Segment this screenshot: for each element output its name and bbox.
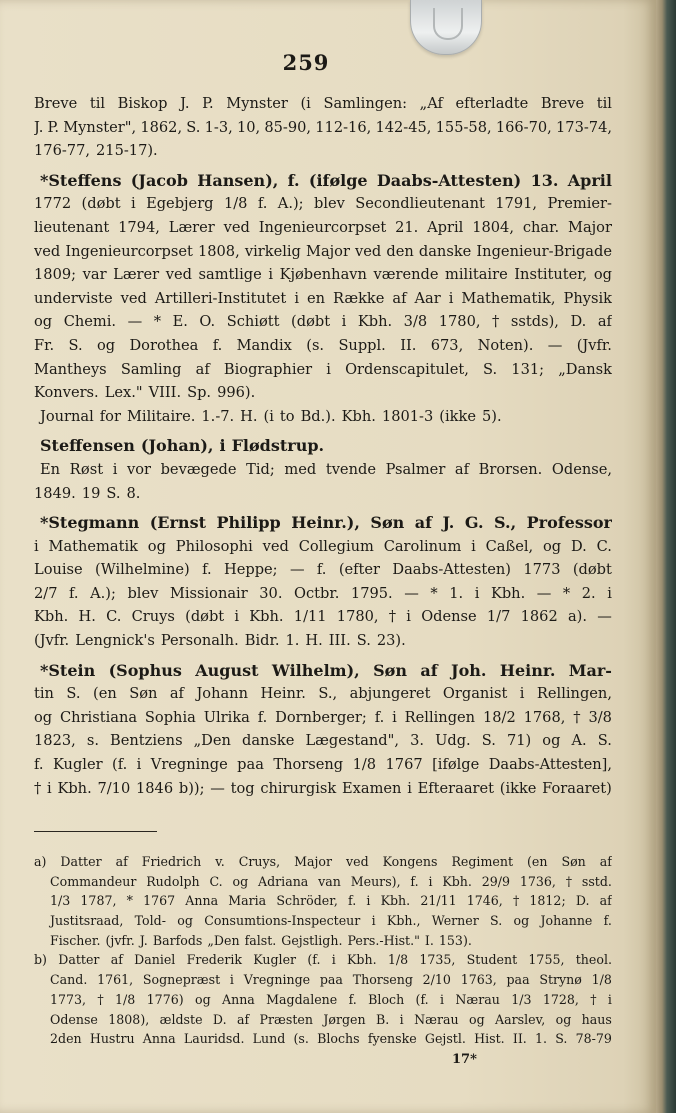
- text-line: 1849. 19 S. 8.: [34, 484, 141, 502]
- page-number: 259: [282, 50, 330, 75]
- footnote-line: 1773, † 1/8 1776) og Anna Magdalene f. Bloch (f. i Nærau 1/3 1728, † i: [50, 991, 612, 1007]
- text-line: † i Kbh. 7/10 1846 b)); — tog chirurgisk Examen i Efteraaret (ikke Foraaret): [34, 779, 612, 797]
- footnote-line: a) Datter af Friedrich v. Cruys, Major ved Kongens Regiment (en Søn af: [34, 854, 612, 869]
- text-line: Kbh. H. C. Cruys (døbt i Kbh. 1/11 1780, † i Odense 1/7 1862 a). —: [34, 608, 612, 626]
- signature-mark: 17*: [452, 1052, 477, 1067]
- main-text: [34, 92, 612, 800]
- text-line: *Stegmann (Ernst Philipp Heinr.), Søn af J. G. S., Professor: [40, 513, 612, 533]
- text-line: *Steffens (Jacob Hansen), f. (ifølge Daabs-Attesten) 13. April: [40, 170, 612, 190]
- footnote-line: Cand. 1761, Sognepræst i Vregninge paa Thorseng 2/10 1763, paa Strynø 1/8: [50, 972, 612, 988]
- text-line: 176-77, 215-17).: [34, 142, 158, 160]
- text-line: (Jvfr. Lengnick's Personalh. Bidr. 1. H. III. S. 23).: [34, 632, 406, 650]
- text-line: Steffensen (Johan), i Flødstrup.: [40, 436, 325, 456]
- text-line: f. Kugler (f. i Vregninge paa Thorseng 1/8 1767 [ifølge Daabs-Attesten],: [34, 756, 612, 774]
- text-line: i Mathematik og Philosophi ved Collegium Carolinum i Caßel, og D. C.: [34, 537, 612, 555]
- footnote-line: 2den Hustru Anna Lauridsd. Lund (s. Blochs fyenske Gejstl. Hist. II. 1. S. 78-79: [50, 1031, 612, 1047]
- text-line: og Chemi. — * E. O. Schiøtt (døbt i Kbh. 3/8 1780, † sstds), D. af: [34, 313, 612, 331]
- footnote-line: b) Datter af Daniel Frederik Kugler (f. i Kbh. 1/8 1735, Student 1755, theol.: [34, 952, 612, 968]
- text-line: lieutenant 1794, Lærer ved Ingenieurcorpset 21. April 1804, char. Major: [34, 218, 612, 236]
- text-line: Fr. S. og Dorothea f. Mandix (s. Suppl. II. 673, Noten). — (Jvfr.: [34, 336, 612, 354]
- text-line: Journal for Militaire. 1.-7. H. (i to Bd.). Kbh. 1801-3 (ikke 5).: [40, 407, 502, 425]
- text-line: *Stein (Sophus August Wilhelm), Søn af Joh. Heinr. Mar-: [40, 660, 612, 680]
- text-line: 1823, s. Bentziens „Den danske Lægestand", 3. Udg. S. 71) og A. S.: [34, 732, 612, 750]
- footnote-line: 1/3 1787, * 1767 Anna Maria Schröder, f. i Kbh. 21/11 1746, † 1812; D. af: [50, 893, 612, 909]
- text-line: ved Ingenieurcorpset 1808, virkelig Major ved den danske Ingenieur-Brigade: [34, 242, 612, 260]
- footnote-line: Fischer. (jvfr. J. Barfods „Den falst. Gejstligh. Pers.-Hist." I. 153).: [50, 932, 472, 948]
- text-line: Mantheys Samling af Biographier i Ordenscapitulet, S. 131; „Dansk: [34, 360, 612, 378]
- book-spine: [656, 0, 676, 1113]
- text-line: Breve til Biskop J. P. Mynster (i Samlingen: „Af efterladte Breve til: [34, 95, 612, 112]
- text-line: og Christiana Sophia Ulrika f. Dornberger; f. i Rellingen 18/2 1768, † 3/8: [34, 708, 612, 726]
- text-line: Louise (Wilhelmine) f. Heppe; — f. (efter Daabs-Attesten) 1773 (døbt: [34, 561, 612, 579]
- footnotes: [34, 852, 612, 1049]
- text-line: tin S. (en Søn af Johann Heinr. S., abjungeret Organist i Rellingen,: [34, 685, 612, 703]
- text-line: Konvers. Lex." VIII. Sp. 996).: [34, 384, 256, 402]
- text-line: 1809; var Lærer ved samtlige i Kjøbenhavn værende militaire Instituter, og: [34, 266, 612, 284]
- binder-clip: [410, 0, 482, 55]
- text-line: En Røst i vor bevægede Tid; med tvende Psalmer af Brorsen. Odense,: [40, 460, 612, 478]
- footnote-line: Odense 1808), ældste D. af Præsten Jørgen B. i Nærau og Aarslev, og haus: [50, 1011, 612, 1027]
- footnote-line: Commandeur Rudolph C. og Adriana van Meurs), f. i Kbh. 29/9 1736, † sstd.: [50, 873, 612, 889]
- text-line: underviste ved Artilleri-Institutet i en Række af Aar i Mathematik, Physik: [34, 289, 612, 307]
- footnote-line: Justitsraad, Told- og Consumtions-Inspecteur i Kbh., Werner S. og Johanne f.: [50, 913, 612, 929]
- text-line: J. P. Mynster", 1862, S. 1-3, 10, 85-90, 112-16, 142-45, 155-58, 166-70, 173-74,: [34, 118, 612, 136]
- footnote-divider: [34, 831, 157, 832]
- text-line: 1772 (døbt i Egebjerg 1/8 f. A.); blev Secondlieutenant 1791, Premier-: [34, 195, 612, 213]
- text-line: 2/7 f. A.); blev Missionair 30. Octbr. 1795. — * 1. i Kbh. — * 2. i: [34, 584, 612, 602]
